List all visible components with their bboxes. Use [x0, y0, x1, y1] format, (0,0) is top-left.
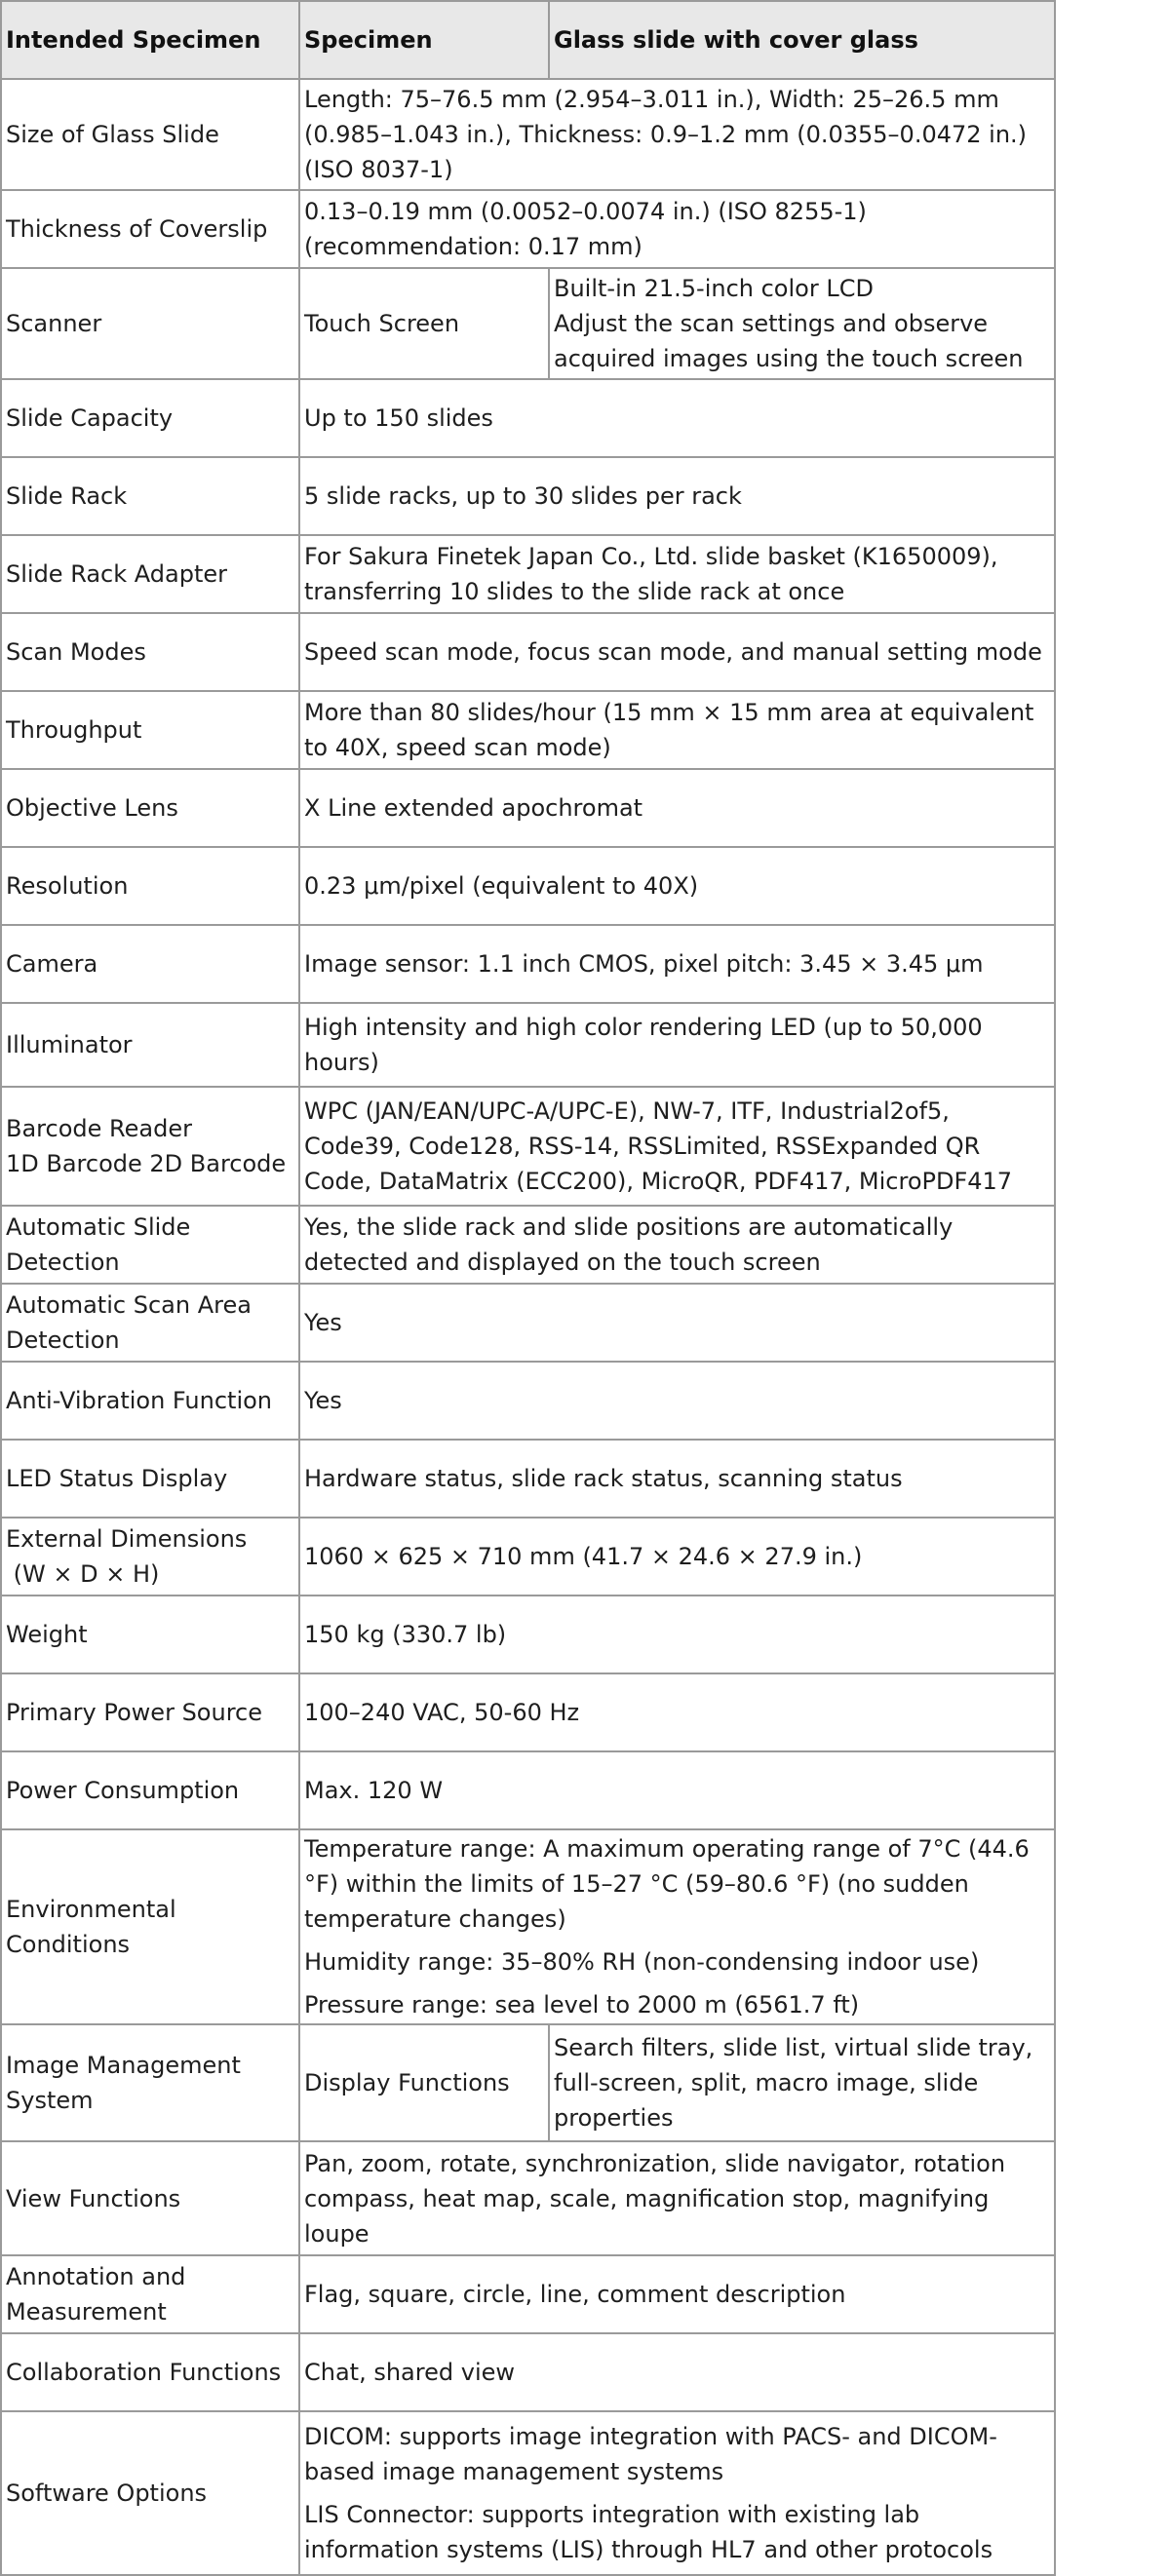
- table-row: [1, 190, 1055, 268]
- table-row: [1, 1087, 1055, 1206]
- row-sublabel: Touch Screen: [299, 268, 549, 379]
- table-row: [1, 1440, 1055, 1518]
- row-label: Throughput: [1, 691, 299, 769]
- row-label: Automatic Scan Area Detection: [1, 1284, 299, 1362]
- row-value: For Sakura Finetek Japan Co., Ltd. slide basket (K1650009), transferring 10 slides to the slide rack at once: [299, 535, 1055, 613]
- table-row: [1, 1673, 1055, 1751]
- header-specimen: Specimen: [299, 1, 549, 79]
- row-value: [299, 1829, 1055, 2024]
- header-glass-slide: Glass slide with cover glass: [549, 1, 1055, 79]
- table-row: [1, 2141, 1055, 2255]
- software-line: DICOM: supports image integration with PACS- and DICOM-based image management systems: [304, 2423, 997, 2485]
- table-row: [1, 1362, 1055, 1440]
- row-label: Annotation and Measurement: [1, 2255, 299, 2333]
- row-label: View Functions: [1, 2141, 299, 2255]
- row-value: Max. 120 W: [299, 1751, 1055, 1829]
- row-label: Objective Lens: [1, 769, 299, 847]
- row-value: 1060 × 625 × 710 mm (41.7 × 24.6 × 27.9 in.): [299, 1518, 1055, 1596]
- row-value: Pan, zoom, rotate, synchronization, slide navigator, rotation compass, heat map, scale, magnification stop, magnifying loupe: [299, 2141, 1055, 2255]
- row-value: 100–240 VAC, 50-60 Hz: [299, 1673, 1055, 1751]
- table-row: [1, 2411, 1055, 2575]
- row-label: [1, 1518, 299, 1596]
- table-row: [1, 1751, 1055, 1829]
- row-value: Search filters, slide list, virtual slide tray, full-screen, split, macro image, slide properties: [549, 2024, 1055, 2141]
- row-value: Yes: [299, 1362, 1055, 1440]
- table-row: [1, 925, 1055, 1003]
- barcode-label-line: Barcode Reader: [6, 1115, 192, 1142]
- table-row: [1, 1206, 1055, 1284]
- row-value: [549, 268, 1055, 379]
- row-label: Slide Rack Adapter: [1, 535, 299, 613]
- row-label: Environmental Conditions: [1, 1829, 299, 2024]
- row-label: Slide Capacity: [1, 379, 299, 457]
- row-label: Image Management System: [1, 2024, 299, 2141]
- table-row: [1, 457, 1055, 535]
- row-label: Anti-Vibration Function: [1, 1362, 299, 1440]
- barcode-label-line: 1D Barcode 2D Barcode: [6, 1150, 287, 1177]
- dimensions-label-line: External Dimensions: [6, 1525, 248, 1553]
- table-row: [1, 1284, 1055, 1362]
- table-row: [1, 1596, 1055, 1673]
- dimensions-label-line: (W × D × H): [6, 1560, 160, 1588]
- row-value: WPC (JAN/EAN/UPC-A/UPC-E), NW-7, ITF, Industrial2of5, Code39, Code128, RSS-14, RSSLimited, RSSExpanded QR Code, DataMatrix (ECC200), MicroQR, PDF417, MicroPDF417: [299, 1087, 1055, 1206]
- table-row: [1, 1003, 1055, 1087]
- scanner-line: Built-in 21.5-inch color LCD: [554, 275, 874, 302]
- row-value: 0.23 μm/pixel (equivalent to 40X): [299, 847, 1055, 925]
- row-label: Automatic Slide Detection: [1, 1206, 299, 1284]
- row-value: Yes, the slide rack and slide positions are automatically detected and displayed on the touch screen: [299, 1206, 1055, 1284]
- row-label: Collaboration Functions: [1, 2333, 299, 2411]
- header-intended-specimen: Intended Specimen: [1, 1, 299, 79]
- row-label: Primary Power Source: [1, 1673, 299, 1751]
- row-value: Up to 150 slides: [299, 379, 1055, 457]
- row-label: Scan Modes: [1, 613, 299, 691]
- row-value: 150 kg (330.7 lb): [299, 1596, 1055, 1673]
- table-row: [1, 268, 1055, 379]
- row-value: Image sensor: 1.1 inch CMOS, pixel pitch: 3.45 × 3.45 μm: [299, 925, 1055, 1003]
- table-row: [1, 535, 1055, 613]
- table-row: [1, 847, 1055, 925]
- table-header-row: [1, 1, 1055, 79]
- environment-line: Humidity range: 35–80% RH (non-condensing indoor use): [304, 1948, 980, 1976]
- row-value: Speed scan mode, focus scan mode, and manual setting mode: [299, 613, 1055, 691]
- table-row: [1, 2024, 1055, 2141]
- row-value: [299, 2411, 1055, 2575]
- table-row: [1, 691, 1055, 769]
- table-row: [1, 2333, 1055, 2411]
- row-value: Flag, square, circle, line, comment description: [299, 2255, 1055, 2333]
- environment-line: Pressure range: sea level to 2000 m (6561.7 ft): [304, 1991, 860, 2019]
- row-label: Thickness of Coverslip: [1, 190, 299, 268]
- row-sublabel: Display Functions: [299, 2024, 549, 2141]
- row-value: More than 80 slides/hour (15 mm × 15 mm area at equivalent to 40X, speed scan mode): [299, 691, 1055, 769]
- table-row: [1, 1829, 1055, 2024]
- row-label: Scanner: [1, 268, 299, 379]
- row-label: Software Options: [1, 2411, 299, 2575]
- scanner-line: Adjust the scan settings and observe acquired images using the touch screen: [554, 310, 1024, 372]
- row-value: High intensity and high color rendering LED (up to 50,000 hours): [299, 1003, 1055, 1087]
- row-value: 5 slide racks, up to 30 slides per rack: [299, 457, 1055, 535]
- row-value: Length: 75–76.5 mm (2.954–3.011 in.), Width: 25–26.5 mm (0.985–1.043 in.), Thickness: 0.9–1.2 mm (0.0355–0.0472 in.) (ISO 8037-1): [299, 79, 1055, 190]
- row-label: Slide Rack: [1, 457, 299, 535]
- row-label: Weight: [1, 1596, 299, 1673]
- row-label: Illuminator: [1, 1003, 299, 1087]
- environment-line: Temperature range: A maximum operating range of 7°C (44.6 °F) within the limits of 15–27 °C (59–80.6 °F) (no sudden temperature changes): [304, 1835, 1030, 1933]
- row-value: Yes: [299, 1284, 1055, 1362]
- row-label: Resolution: [1, 847, 299, 925]
- row-label: Size of Glass Slide: [1, 79, 299, 190]
- software-line: LIS Connector: supports integration with existing lab information systems (LIS) through HL7 and other protocols: [304, 2501, 993, 2563]
- table-row: [1, 1518, 1055, 1596]
- row-label: Power Consumption: [1, 1751, 299, 1829]
- table-row: [1, 613, 1055, 691]
- row-value: 0.13–0.19 mm (0.0052–0.0074 in.) (ISO 8255-1) (recommendation: 0.17 mm): [299, 190, 1055, 268]
- table-row: [1, 79, 1055, 190]
- row-label: Camera: [1, 925, 299, 1003]
- row-value: Chat, shared view: [299, 2333, 1055, 2411]
- table-row: [1, 379, 1055, 457]
- table-row: [1, 2255, 1055, 2333]
- table-row: [1, 769, 1055, 847]
- row-label: LED Status Display: [1, 1440, 299, 1518]
- row-value: Hardware status, slide rack status, scanning status: [299, 1440, 1055, 1518]
- row-value: X Line extended apochromat: [299, 769, 1055, 847]
- row-label: [1, 1087, 299, 1206]
